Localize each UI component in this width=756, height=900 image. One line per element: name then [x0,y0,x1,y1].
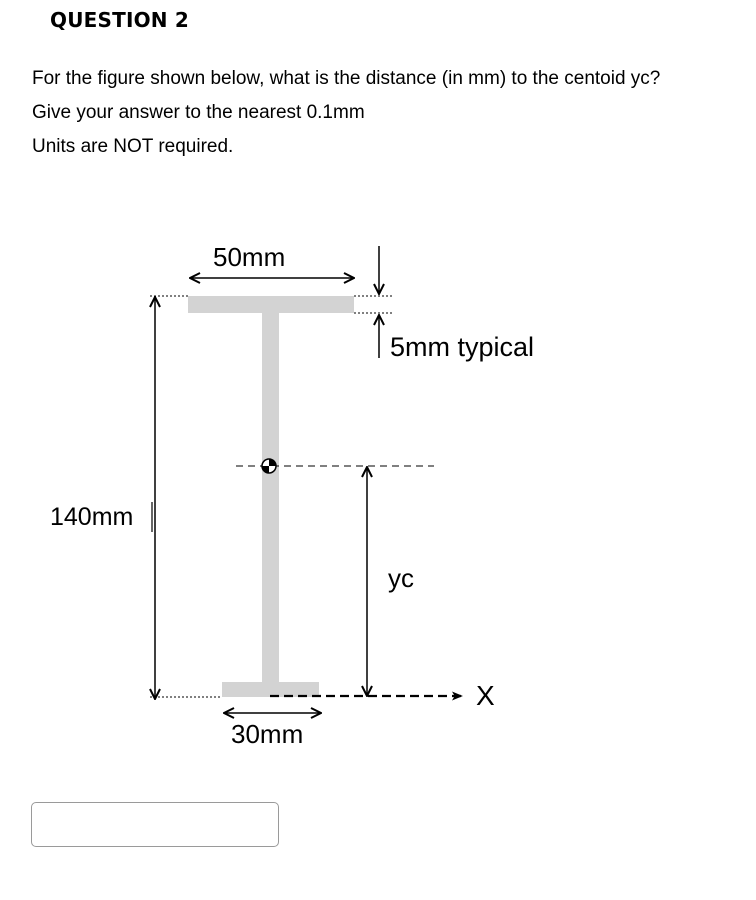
question-instruction-line: Give your answer to the nearest 0.1mm [32,102,365,123]
answer-input[interactable] [31,802,279,847]
question-title: QUESTION 2 [50,8,190,32]
height-label: 140mm [50,503,134,531]
bottom-width-label: 30mm [231,719,304,749]
top-flange [188,296,354,313]
question-units-note: Units are NOT required. [32,136,234,157]
centroid-symbol [262,459,276,473]
top-width-label: 50mm [213,242,286,272]
question-prompt-line: For the figure shown below, what is the distance (in mm) to the centoid yc? [32,68,661,89]
yc-label: yc [388,563,414,593]
bottom-flange [222,682,319,697]
web [262,313,279,682]
x-axis-label: X [476,680,495,711]
thickness-label: 5mm typical [390,332,535,362]
